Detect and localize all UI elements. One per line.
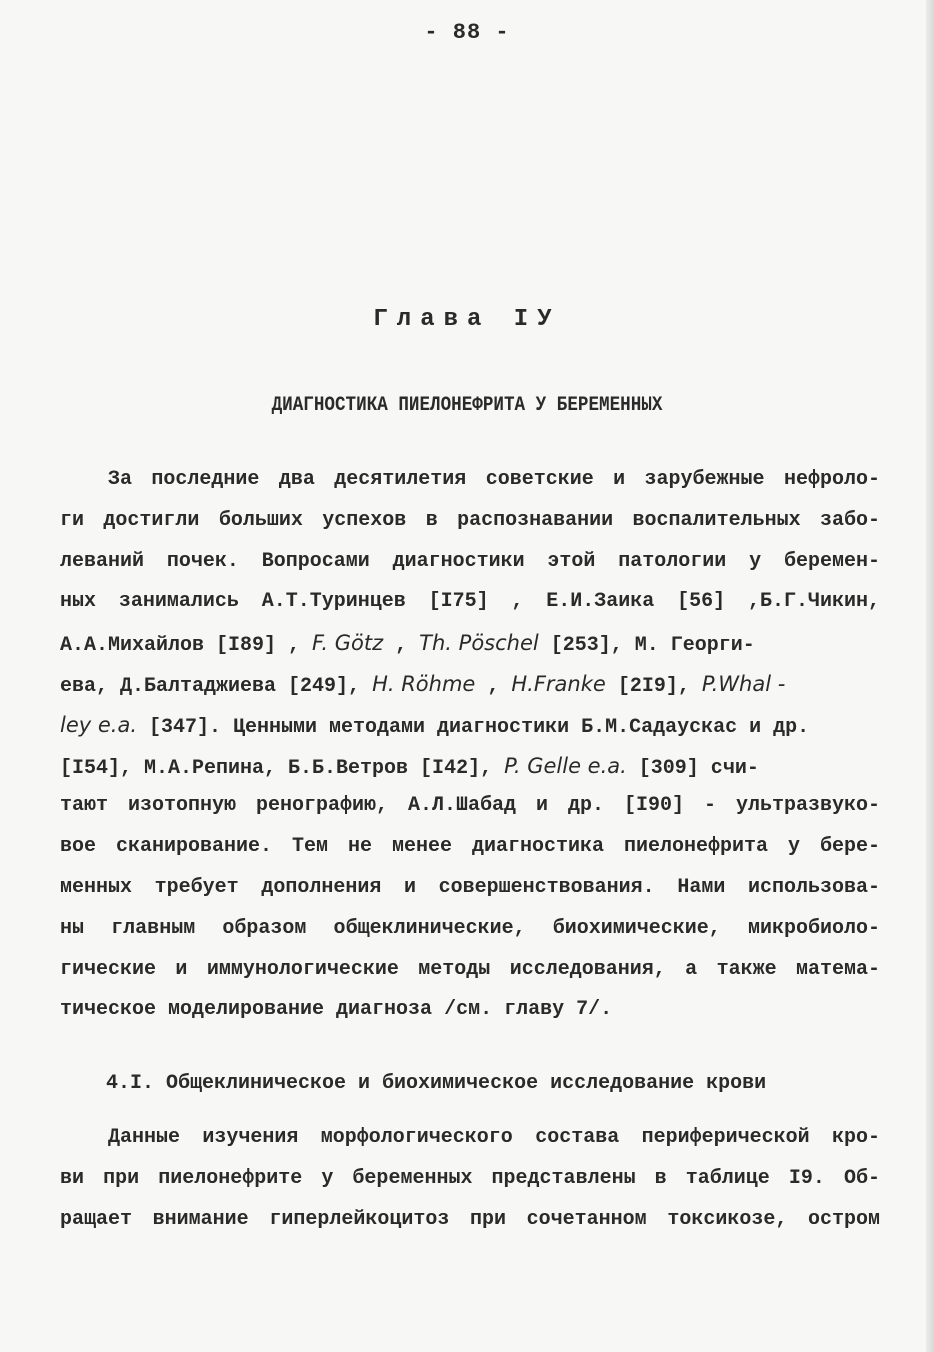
text-line: вое сканирование. Тем не менее диагностика пиелонефрита у бере- (60, 835, 880, 859)
section-heading: 4.I. Общеклиническое и биохимическое исследование крови (106, 1072, 767, 1095)
latin-author: H. Röhme (372, 671, 476, 696)
text-line: тическое моделирование диагноза /см. главу 7/. (60, 998, 613, 1022)
text-line: леваний почек. Вопросами диагностики этой патологии у беремен- (60, 549, 880, 573)
text-line: ви при пиелонефрите у беременных представлены в таблице I9. Об- (60, 1166, 880, 1190)
chapter-title: ДИАГНОСТИКА ПИЕЛОНЕФРИТА У БЕРЕМЕННЫХ (271, 394, 663, 417)
page-number: - 88 - (424, 20, 510, 45)
latin-author: ley e.a. (60, 712, 137, 737)
text-line: менных требует дополнения и совершенствования. Нами использова- (60, 875, 880, 899)
latin-author: P. Gelle e.a. (504, 753, 627, 778)
text-line: ных занимались А.Т.Туринцев [I75] , Е.И.Заика [56] ,Б.Г.Чикин, (60, 590, 880, 614)
text-line: ги достигли больших успехов в распознавании воспалительных забо- (60, 508, 880, 532)
text-line: А.А.Михайлов [I89] , F. Götz , Th. Pöschel [253], М. Георги- (60, 631, 755, 658)
text-line: гические и иммунологические методы исследования, а также матема- (60, 957, 880, 981)
text-line: За последние два десятилетия советские и зарубежные нефроло- (108, 468, 880, 491)
text-line: ращает внимание гиперлейкоцитоз при сочетанном токсикозе, остром (60, 1207, 880, 1231)
text-line: ева, Д.Балтаджиева [249], H. Röhme , H.Franke [2I9], P.Whal - (60, 671, 786, 698)
text-line: тают изотопную ренографию, А.Л.Шабад и др. [I90] - ультразвуко- (60, 794, 880, 818)
paragraph-1 (60, 460, 880, 1031)
latin-author: H.Franke (511, 671, 606, 696)
latin-author: P.Whal - (701, 671, 786, 696)
text-line: [I54], М.А.Репина, Б.Б.Ветров [I42], P. Gelle e.a. [309] счи- (60, 753, 759, 780)
page-edge (926, 0, 934, 1352)
text-line: ley e.a. [347]. Ценными методами диагностики Б.М.Садаускас и др. (60, 712, 810, 739)
paragraph-2 (60, 1118, 880, 1240)
chapter-heading: Глава IУ (373, 306, 561, 333)
text-line: ны главным образом общеклинические, биохимические, микробиоло- (60, 916, 880, 940)
latin-author: Th. Pöschel (419, 631, 539, 656)
latin-author: F. Götz (312, 631, 384, 656)
text-line: Данные изучения морфологического состава периферической кро- (108, 1126, 880, 1149)
